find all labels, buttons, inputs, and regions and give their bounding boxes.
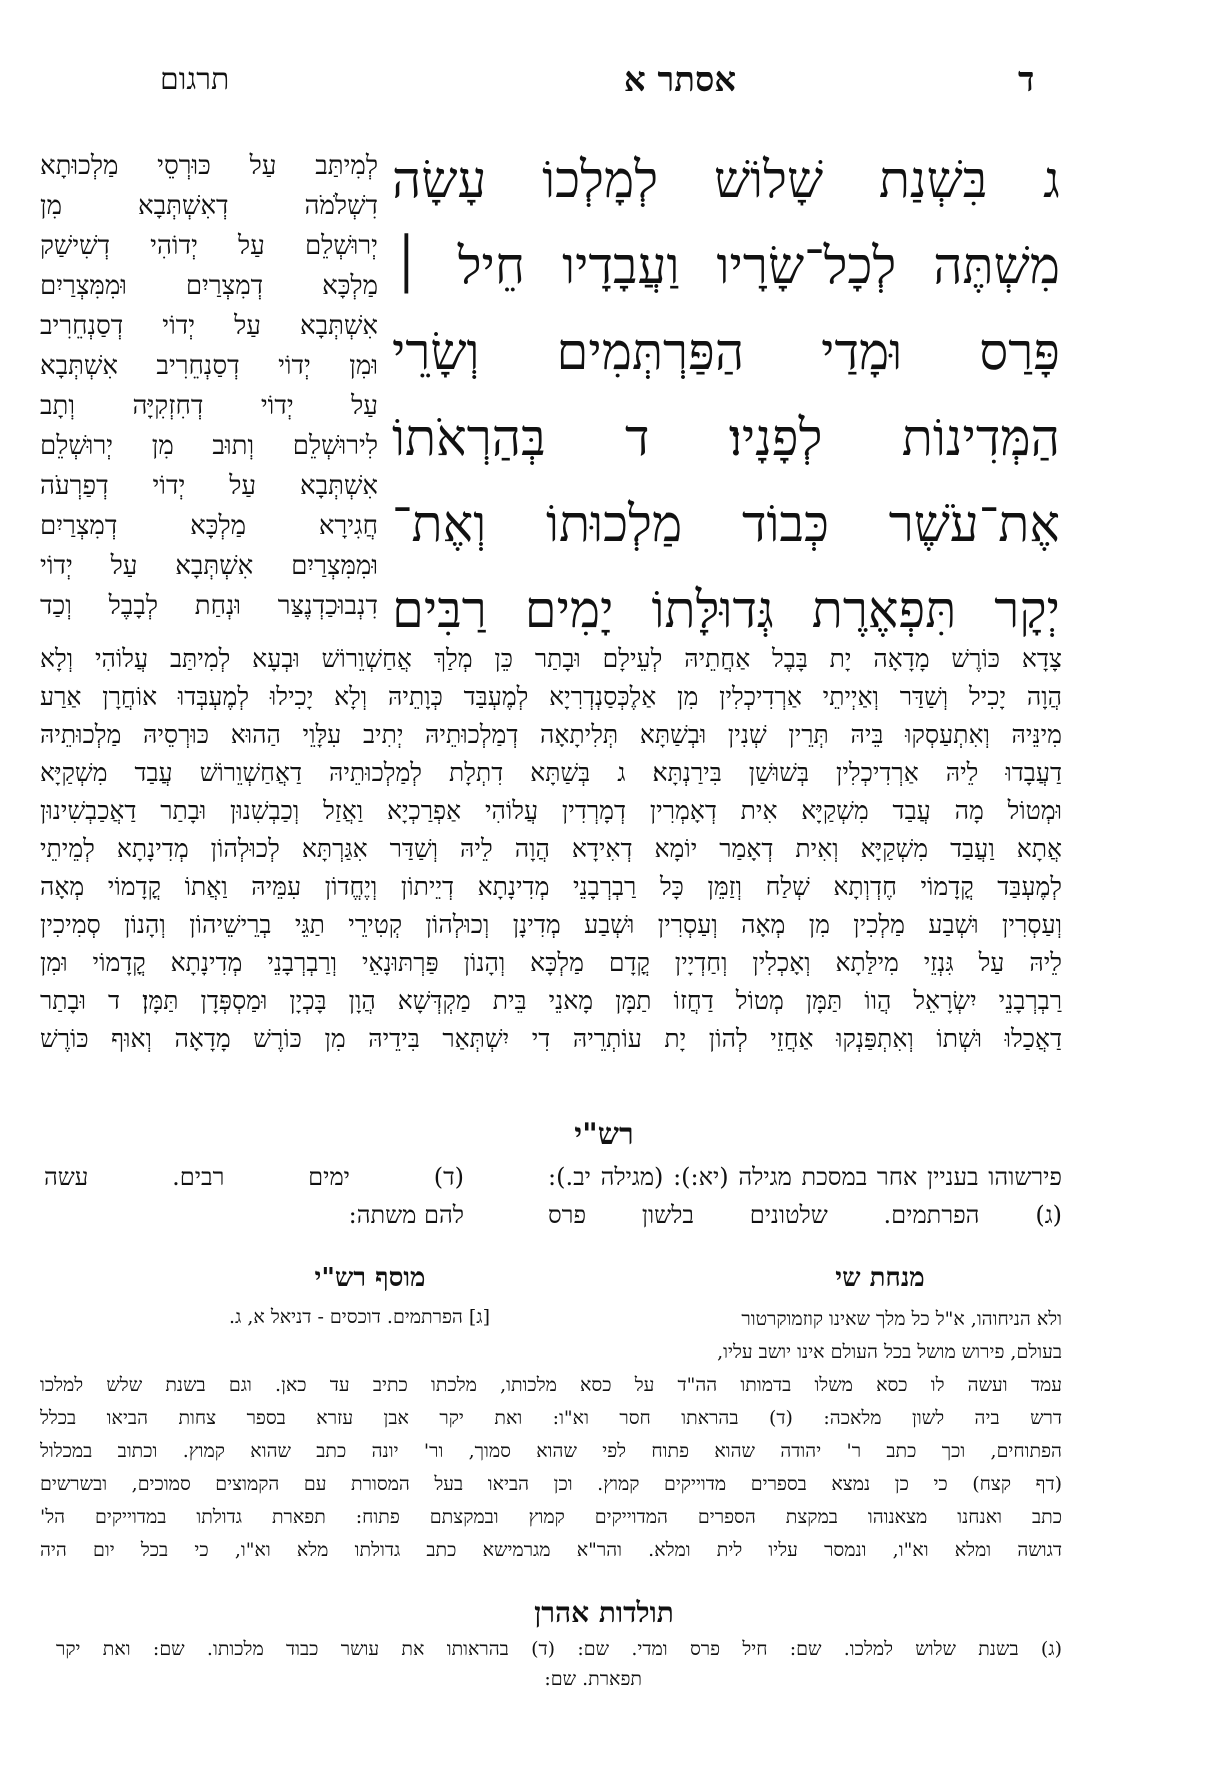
rashi-line: להם משתה:	[348, 1201, 464, 1229]
targum-line: וּמְטוֹל מָה עֲבַד מִשְׁקַיָּא אִית דְאָמְרִין דְמָרְדִין עֲלוֹהִי אַפְרַכְיָא וַאֲזַל וְכַבְשִׁנוּן וּבָתַר דַאֲכַבְשִׁינוּן	[40, 796, 1062, 825]
rashi-line: (ג) הפרתמים. שלטונים בלשון פרס	[548, 1201, 1062, 1229]
rashi-line: (ד) ימים רבים. עשה	[44, 1163, 464, 1191]
musaf-rashi-title: מוסף רש"י	[314, 1263, 426, 1293]
targum-line: לִירוּשְׁלֵם וְתוּב מִן יְרוּשְׁלֵם	[40, 431, 378, 461]
targum-line: אִשְׁתְּבָא עַל יְדוֹי דְסַנְחֵרִיב	[40, 311, 378, 341]
page-number: ד	[1018, 60, 1035, 100]
toldot-aharon-line: תפארת. שם:	[544, 1668, 642, 1690]
targum-line: יְרוּשְׁלֵם עַל יְדוֹהִי דְשִׁישַׁק	[40, 231, 378, 261]
toldot-aharon-body	[56, 1634, 1062, 1694]
minchat-shai-line: (דף קצח) כי כן נמצא בספרים מדוייקים קמוץ. וכן הביאו בעל המסורת עם הקמוצים סמוכים, ובשרשים	[40, 1473, 1062, 1495]
minchat-shai-line: ולא הניחוהו, א"ל כל מלך שאינו קוזמוקרטור	[741, 1308, 1062, 1330]
targum-line: לְמֶעְבַּד קֳדָמוֹי חֶדְוְתָא שְׁלַח וְזַמֵּן כָּל רַבְרְבָנֵי מְדִינָתָא דְיֵיתוֹן וְיֶחֱדוֹן עִמֵּיהּ וַאֲתוֹ קֳדָמוֹי מְאָה	[40, 872, 1062, 901]
verse-line: פָּרַס וּמָדַי הַפַּרְתְּמִים וְשָׂרֵי	[392, 323, 1060, 382]
targum-line: וְעַסְרִין וּשְׁבַע מַלְכִין מִן מְאָה וְעַסְרִין וּשְׁבַע מְדִינָן וְכוּלְהוֹן קְטִירֵי תַגֵּי בְרֵישֵׁיהוֹן וְהָנוֹן סְמִיכִין	[40, 910, 1062, 939]
targum-label: תרגום	[160, 62, 230, 97]
minchat-shai-line: עמד ועשה לו כסא משלו בדמותו הה"ד על כסא מלכותו, מלכתו כתיב עד כאן. וגם בשנת שלש למלכו	[40, 1374, 1062, 1396]
minchat-shai-line: כתב ואנחנו מצאנוהו במקצת הספרים המדוייקים קמוץ ובמקצתם פתוח: תפארת גדולתו במדוייקים הל'	[40, 1506, 1062, 1528]
targum-line: מִינֵּיהּ וְאִתְעַסְקוּ בֵּיהּ תְּרֵין שְׁנִין וּבְשַׁתָּא תְּלִיתָאָה דְמַלְכוּתֵיהּ יְתִיב עִלָּוֵי הַהוּא כּוּרְסֵיהּ מַלְכוּתֵיהּ	[40, 720, 1062, 749]
book-chapter-title: אסתר א	[623, 60, 737, 100]
targum-line: לֵיהּ עַל גִּנְזֵי מִילַּתָא וְאָכְלִין וְחַדְיָין קֳדָם מַלְכָּא וְהָנוֹן פַּרְתּוּנָאֵי וְרַבְרְבָנֵי מְדִינָתָא קֳדָמוֹי וּמִן	[40, 948, 1062, 977]
rashi-line: פירשוהו בעניין אחר במסכת מגילה (יא:): (מגילה יב.):	[548, 1163, 1062, 1191]
targum-line: הֲוָה יָכִיל וְשַׁדַּר וְאַיְיתֵי אַרְדִיכְלִין מִן אַלֶכְּסַנְדְרִיָא לְמֶעְבַּד כְּוָתֵיהּ וְלָא יָכִילוּ לְמֶעְבְּדוּ אוֹחֲרָן אַרַע	[40, 682, 1062, 711]
targum-full-width	[40, 640, 1062, 1058]
verse-line: הַמְּדִינוֹת לְפָנָיו׃ ד בְּהַרְאֹתוֹ	[392, 409, 1060, 468]
targum-line: עַל יְדוֹי דְחִזְקִיָּה וְתָב	[40, 391, 378, 421]
targum-line: דִשְׁלֹמֹה דְאִשְׁתְּבָא מִן	[40, 191, 378, 221]
minchat-shai-line: בעולם, פירוש מושל בכל העולם אינו יושב עליו,	[717, 1341, 1062, 1363]
rashi-title: רש"י	[574, 1117, 634, 1152]
targum-line: אִשְׁתְּבָא עַל יְדוֹי דְפַרְעֹה	[40, 471, 378, 501]
minchat-shai-line: דרש ביה לשון מלאכה: (ד) בהראתו חסר וא"ו: ואת יקר אבן עזרא בספר צחות הביאו בכלל	[40, 1407, 1062, 1429]
targum-line: דַעֲבָדוּ לֵיהּ אַרְדִיכְלִין בְּשׁוּשַׁן בִּירַנְתָּא׃ ג בְּשַׁתָּא דִתְלָת לְמַלְכוּתֵיהּ דַאֲחַשְׁוֵרוֹשׁ עֲבַד מִשְׁקַיָּא	[40, 758, 1062, 787]
targum-side-column	[40, 146, 378, 626]
verse-line: ג בִּשְׁנַת שָׁלוֹשׁ לְמָלְכוֹ עָשָׂה	[392, 151, 1060, 210]
verse-line: יְקָר תִּפְאֶרֶת גְּדוּלָּתוֹ יָמִים רַבִּים	[392, 581, 1060, 640]
biblical-verse-block	[392, 138, 1060, 654]
targum-line: דִנְבוּכַדְנֶצַּר וּנְחַת לְבָבֶל וְכַד	[40, 591, 378, 621]
toldot-aharon-line: (ג) בשנת שלוש למלכו. שם: חיל פרס ומדי. שם: (ד) בהראותו את עושר כבוד מלכותו. שם: ואת יקר	[56, 1638, 1062, 1660]
targum-line: רַבְרְבָנֵי יִשְׂרָאֵל הֲווֹ תַּמָּן מְטוֹל דַחֲזוֹ תַמָּן מָאנֵי בֵּית מַקְדְּשָׁא הֲוָן בָּכְיָן וּמַסְפְּדָן תַּמָּן׃ ד וּבָתַר	[40, 986, 1062, 1015]
rashi-right-column	[548, 1158, 1062, 1234]
targum-line: אֲתָא וַעֲבַד מִשְׁקַיָּא וְאִית דְאָמַר יוֹמָא דְאִידָא הֲוָה לֵיהּ וְשַׁדַּר אִגַּרְתָּא לְכוּלְהוֹן מְדִינָתָא לְמֵיתֵי	[40, 834, 1062, 863]
minchat-shai-line: הפתוחים, וכך כתב ר' יהודה שהוא פתוח לפי שהוא סמוך, ור' יונה כתב שהוא קמוץ. וכתוב במכלול	[40, 1440, 1062, 1462]
verse-line: אֶת־עֹשֶׁר כְּבוֹד מַלְכוּתוֹ וְאֶת־	[392, 495, 1060, 554]
rashi-left-column	[44, 1158, 464, 1234]
targum-line: חֲגִירָא מַלְכָּא דְמִצְרַיִם	[40, 511, 378, 541]
minchat-shai-line: דגושה ומלא וא"ו, ונמסר עליו לית ומלא. והר"א מגרמישא כתב גדולתו מלא וא"ו, כי בכל יום היה	[40, 1539, 1062, 1561]
minchat-shai-body	[40, 1303, 1062, 1567]
targum-line: לְמִיתַּב עַל כּוּרְסֵי מַלְכוּתָא	[40, 151, 378, 181]
musaf-rashi-text: [ג] הפרתמים. דוכסים - דניאל א, ג.	[229, 1306, 490, 1328]
targum-line: דַאֲכַלוּ וּשְׁתוֹ וְאִתְפַּנְקוּ אַחֲזֵי לְהוֹן יָת עוֹתְרֵיהּ דִי יִשְׁתְּאַר בִּידֵיהּ מִן כּוֹרֶשׁ מָדָאָה וְאוּף כּוֹרֶשׁ	[40, 1024, 1062, 1053]
verse-line: מִשְׁתֶּה לְכָל־שָׂרָיו וַעֲבָדָיו חֵיל ׀	[392, 237, 1060, 296]
targum-line: צָדָא כּוֹרֶשׁ מָדָאָה יָת בָּבֶל אַחֲתֵיהּ לְעֵילָם וּבָתַר כֵּן מְלַךְ אֲחַשְׁוֵרוֹשׁ וּבְעָא לְמִיתַּב עֲלוֹהִי וְלָא	[40, 644, 1062, 673]
targum-line: וּמִמִּצְרַיִם אִשְׁתְּבָא עַל יְדוֹי	[40, 551, 378, 581]
targum-line: מַלְכָּא דְמִצְרַיִם וּמִמִּצְרַיִם	[40, 271, 378, 301]
minchat-shai-title: מנחת שי	[835, 1263, 925, 1293]
toldot-aharon-title: תולדות אהרן	[534, 1596, 674, 1629]
targum-line: וּמִן יְדוֹי דְסַנְחֵרִיב אִשְׁתְּבָא	[40, 351, 378, 381]
